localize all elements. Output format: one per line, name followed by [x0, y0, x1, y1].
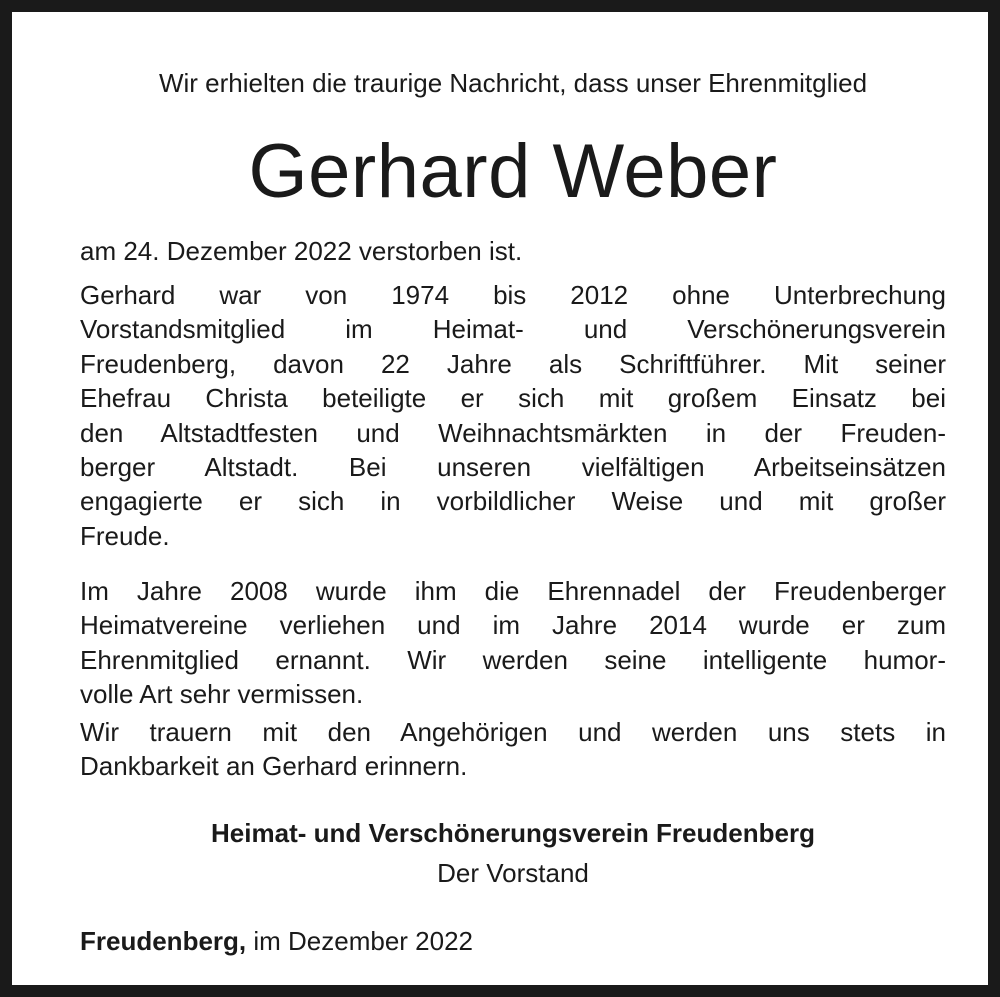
text-line: Im Jahre 2008 wurde ihm die Ehrennadel der Freudenberger: [80, 576, 946, 606]
text-line: Freude.: [80, 520, 170, 551]
place-name: Freudenberg,: [80, 926, 247, 956]
place-date-line: [80, 924, 946, 958]
place-date: im Dezember 2022: [246, 926, 474, 956]
text-line: den Altstadtfesten und Weihnachtsmärkten in der Freuden-: [80, 417, 946, 448]
text-line: Heimatvereine verliehen und im Jahre 2014 wurde er zum: [80, 610, 946, 641]
text-line: volle Art sehr vermissen.: [80, 679, 364, 710]
text-line: Dankbarkeit an Gerhard erinnern.: [80, 751, 468, 782]
text-line: Wir trauern mit den Angehörigen und werden uns stets in: [80, 717, 946, 747]
paragraph-mourning: [80, 715, 946, 784]
paragraph-honors: [80, 574, 946, 712]
signature-board: Der Vorstand: [437, 858, 589, 888]
signature-organization: Heimat- und Verschönerungsverein Freudenberg: [211, 818, 815, 848]
text-line: berger Altstadt. Bei unseren vielfältigen Arbeitseinsätzen: [80, 451, 946, 482]
intro-line: Wir erhielten die traurige Nachricht, dass unser Ehrenmitglied: [158, 68, 868, 98]
death-date-line: am 24. Dezember 2022 verstorben ist.: [80, 236, 523, 266]
text-line: Vorstandsmitglied im Heimat- und Verschönerungsverein: [80, 314, 946, 345]
text-line: Gerhard war von 1974 bis 2012 ohne Unterbrechung: [80, 280, 946, 310]
text-line: engagierte er sich in vorbildlicher Weise und mit großer: [80, 486, 946, 517]
deceased-name: Gerhard Weber: [248, 129, 778, 214]
text-line: Ehefrau Christa beteiligte er sich mit großem Einsatz bei: [80, 383, 946, 414]
text-line: Freudenberg, davon 22 Jahre als Schriftführer. Mit seiner: [80, 348, 946, 379]
text-line: Ehrenmitglied ernannt. Wir werden seine intelligente humor-: [80, 644, 946, 675]
paragraph-career: [80, 278, 946, 553]
